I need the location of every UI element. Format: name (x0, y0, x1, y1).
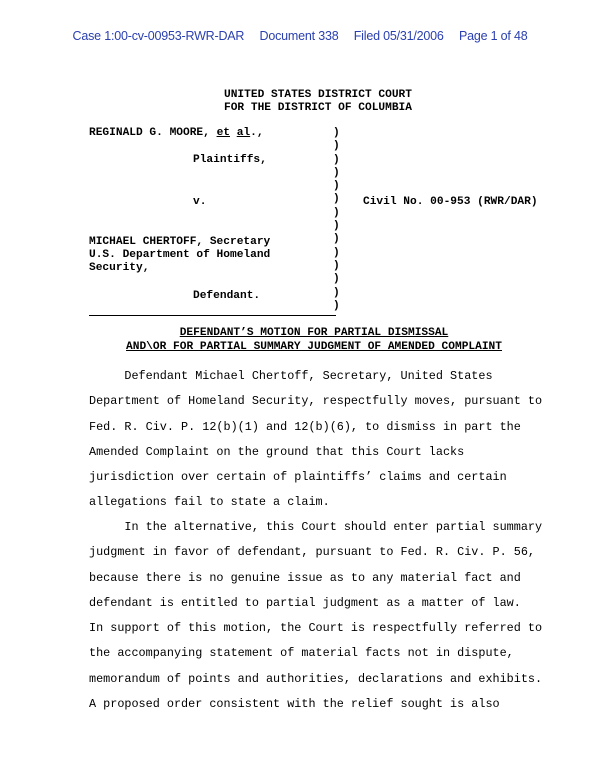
paren-6: ) (333, 206, 340, 219)
paragraph-1-line: allegations fail to state a claim. (89, 495, 330, 510)
paren-0: ) (333, 127, 340, 139)
court-heading (0, 89, 600, 115)
paragraph-1 (89, 364, 544, 516)
ecf-header (0, 29, 600, 43)
paragraph-1-line: Department of Homeland Security, respectfully moves, pursuant to (89, 394, 543, 409)
paragraph-2 (89, 515, 544, 717)
paragraph-2-line: defendant is entitled to partial judgment as a matter of law. (89, 595, 521, 610)
paragraph-2-line: In support of this motion, the Court is respectfully referred to (89, 621, 543, 636)
versus-label: v. (193, 196, 207, 208)
court-district: FOR THE DISTRICT OF COLUMBIA (224, 102, 412, 114)
paragraph-2-line: memorandum of points and authorities, declarations and exhibits. (89, 671, 543, 686)
defendant-label: Defendant. (193, 290, 261, 302)
paragraph-1-line: Amended Complaint on the ground that this Court lacks (89, 444, 465, 459)
paren-5: ) (333, 193, 340, 206)
paragraph-1-line: jurisdiction over certain of plaintiffs’ claims and certain (89, 470, 507, 485)
paragraph-2-line: A proposed order consistent with the relief sought is also (89, 697, 500, 712)
case-number: Case 1:00-cv-00953-RWR-DAR (72, 29, 245, 43)
paren-4: ) (333, 180, 340, 193)
paren-8: ) (333, 233, 340, 246)
plaintiffs-label: Plaintiffs, (193, 154, 267, 166)
paren-10: ) (333, 259, 340, 272)
paren-11: ) (333, 273, 340, 286)
paren-1: ) (333, 140, 340, 153)
civil-number: Civil No. 00-953 (RWR/DAR) (363, 196, 538, 208)
page-indicator: Page 1 of 48 (458, 29, 528, 43)
motion-title (0, 327, 600, 354)
caption-underline-rule (89, 315, 336, 316)
motion-title-line2: AND\OR FOR PARTIAL SUMMARY JUDGMENT OF AMENDED COMPLAINT (126, 340, 502, 353)
caption-parentheses (333, 127, 340, 313)
plaintiff-name: REGINALD G. MOORE, et al., (89, 127, 264, 139)
paren-7: ) (333, 220, 340, 233)
paragraph-2-line: because there is no genuine issue as to any material fact and (89, 570, 521, 585)
defendant-name-line2: U.S. Department of Homeland (89, 249, 271, 261)
motion-title-line1: DEFENDANT’S MOTION FOR PARTIAL DISMISSAL (179, 327, 449, 339)
defendant-name-line1: MICHAEL CHERTOFF, Secretary (89, 236, 271, 248)
paren-12: ) (333, 286, 340, 299)
defendant-name-line3: Security, (89, 262, 150, 274)
paragraph-1-line: Defendant Michael Chertoff, Secretary, United States (89, 369, 493, 383)
paragraph-1-line: Fed. R. Civ. P. 12(b)(1) and 12(b)(6), to dismiss in part the (89, 419, 521, 434)
et-al-underline: et (216, 127, 230, 139)
court-name: UNITED STATES DISTRICT COURT (224, 89, 412, 101)
paren-3: ) (333, 166, 340, 179)
paren-2: ) (333, 153, 340, 166)
paren-13: ) (333, 299, 340, 312)
al-underline: al (236, 127, 251, 139)
filed-date: Filed 05/31/2006 (353, 29, 444, 43)
paragraph-2-line: In the alternative, this Court should enter partial summary (89, 520, 543, 534)
paren-9: ) (333, 246, 340, 259)
document-number: Document 338 (259, 29, 339, 43)
paragraph-2-line: the accompanying statement of material facts not in dispute, (89, 646, 514, 661)
paragraph-2-line: judgment in favor of defendant, pursuant to Fed. R. Civ. P. 56, (89, 545, 535, 560)
